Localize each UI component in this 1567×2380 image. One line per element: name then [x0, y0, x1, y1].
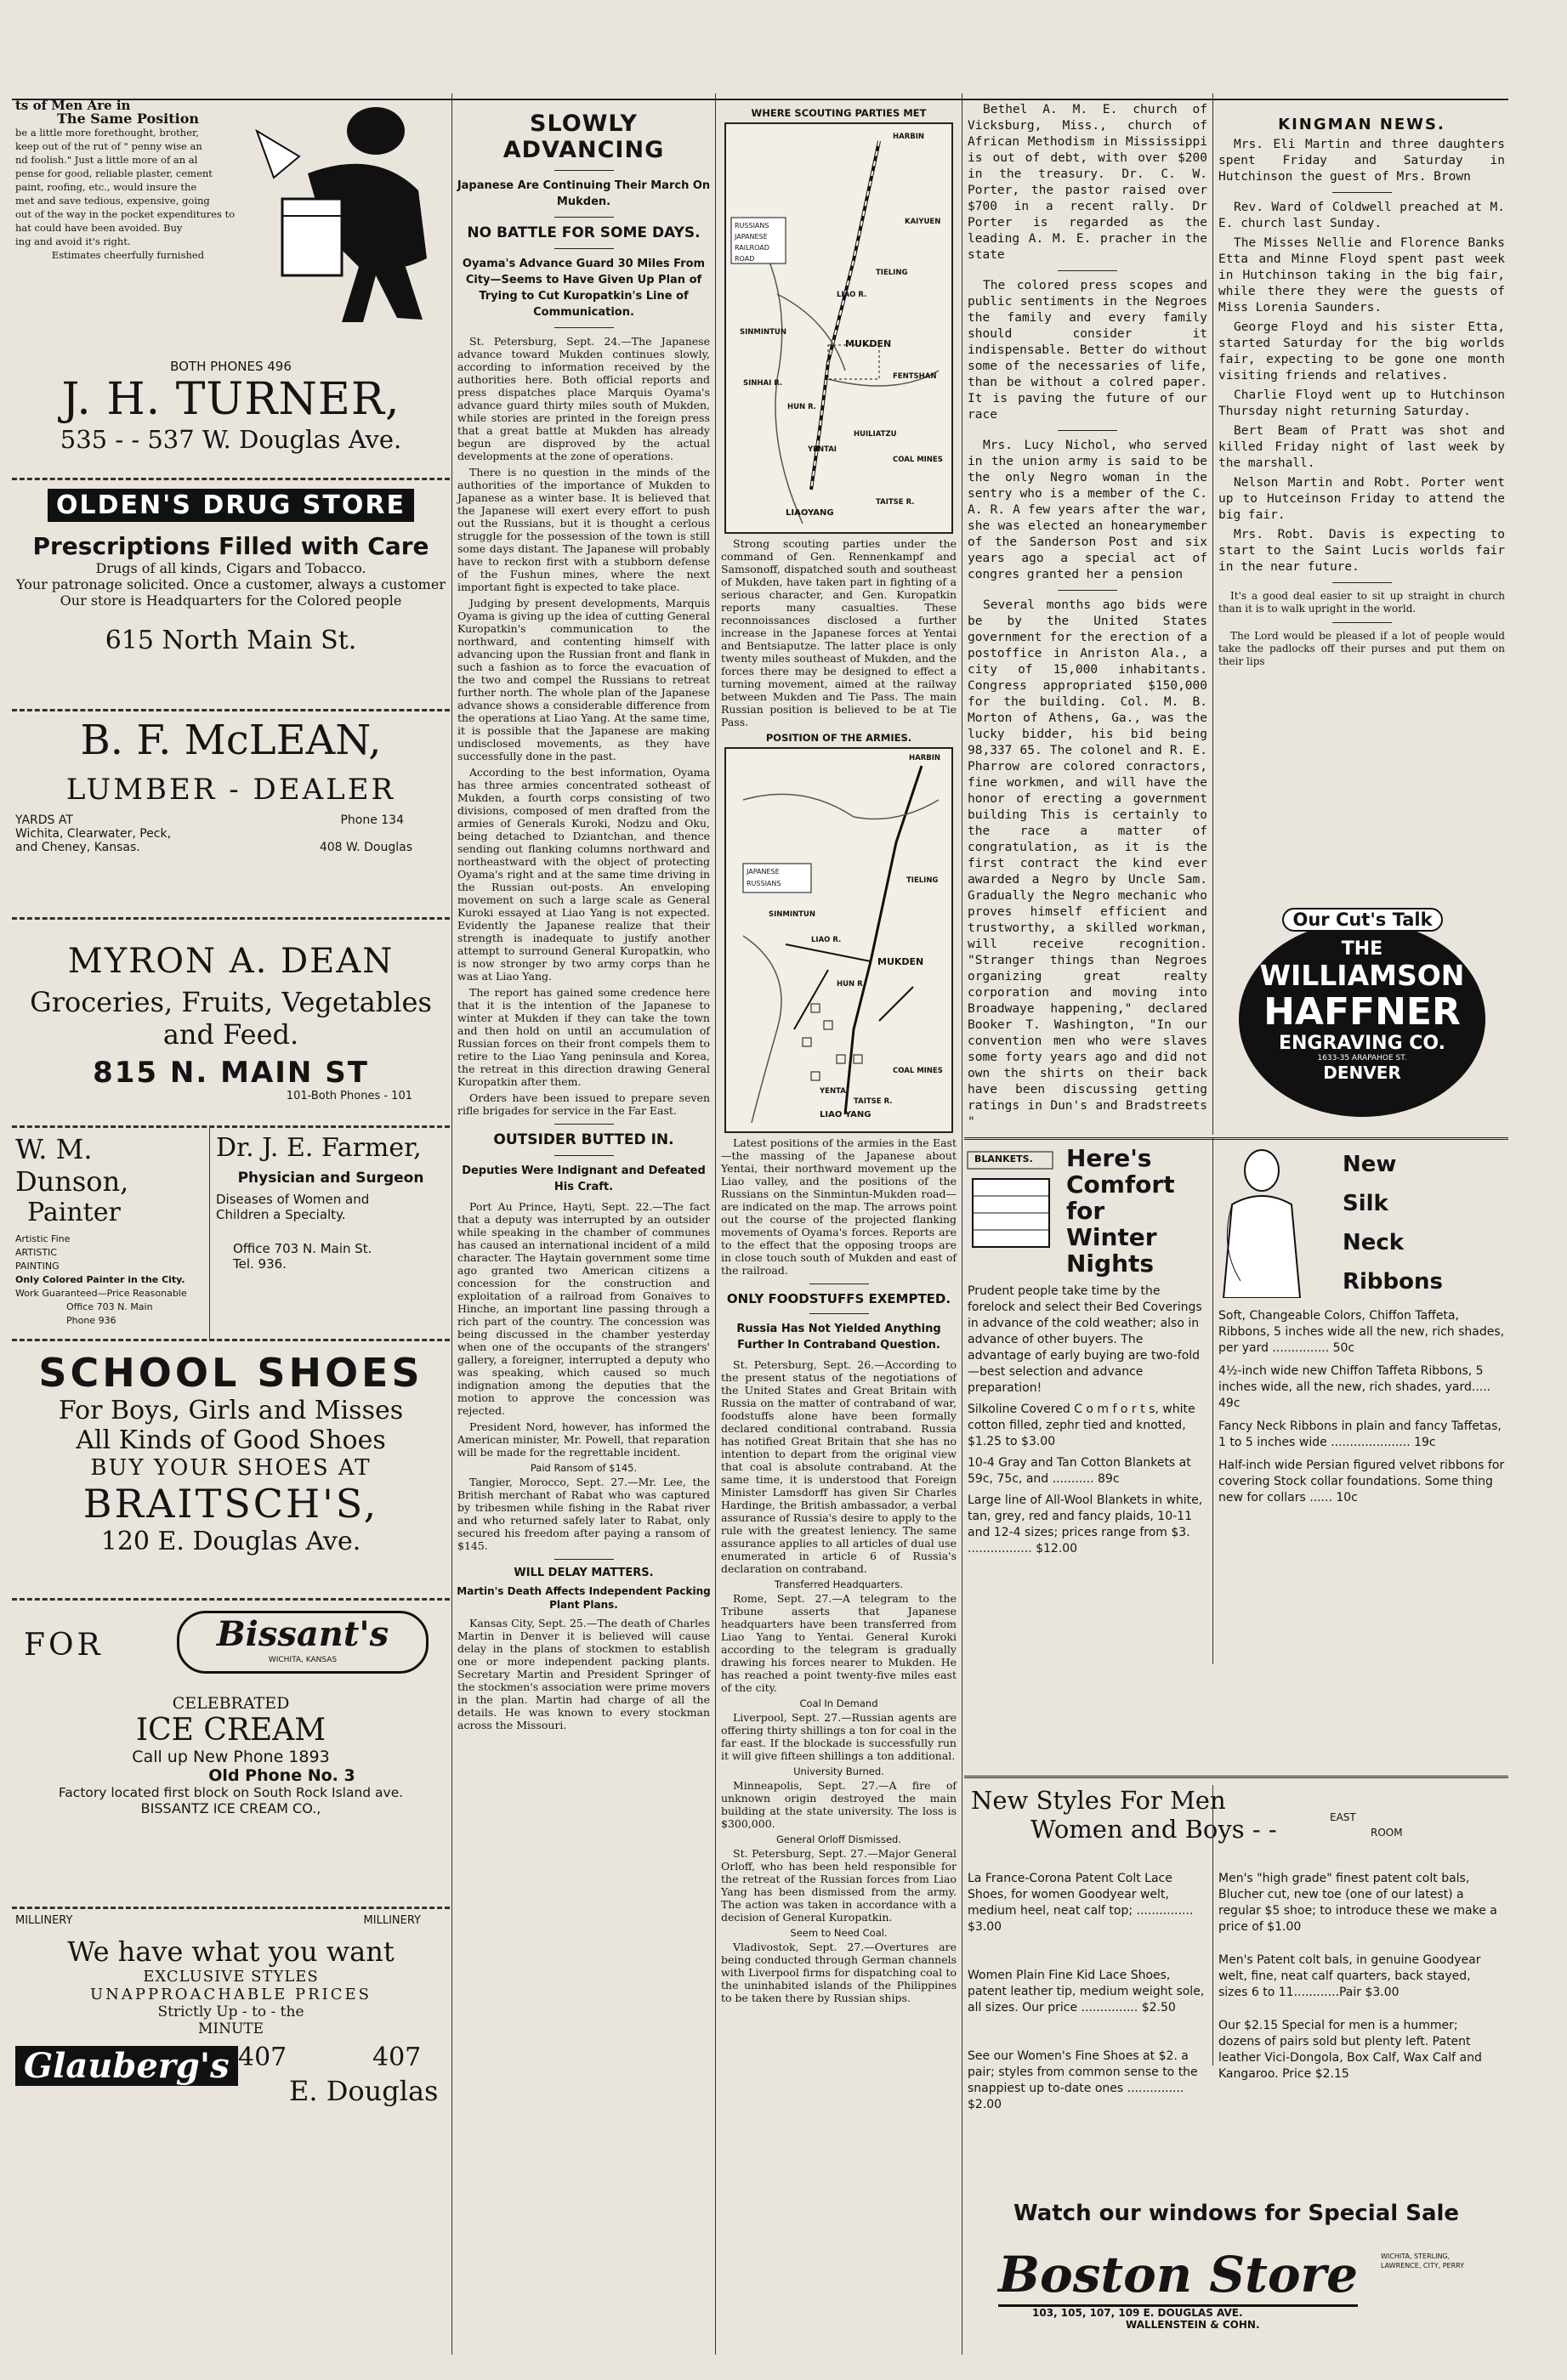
- ribbon-item: Soft, Changeable Colors, Chiffon Taffeta, Ribbons, 5 inches wide all the new, rich shades, per yard ............... 50c: [1218, 1309, 1505, 1355]
- place-label: LIAO R.: [837, 291, 867, 299]
- bissant-location: Factory located first block on South Rock Island ave.: [58, 1785, 404, 1800]
- blankets-text: Prudent people take time by the forelock and select their Bed Coverings in advance of the cold weather; also in advance of other buyers. The advantage of early buying are two-fold—best selection and advance preparation!: [968, 1284, 1202, 1395]
- legend-japanese: JAPANESE: [735, 233, 768, 241]
- farmer-trade: Physician and Surgeon: [237, 1170, 424, 1187]
- turner-line: nd foolish." Just a little more of an al: [15, 154, 198, 166]
- turner-name: J. H. TURNER,: [61, 374, 400, 425]
- bissant-call: Call up New Phone 1893: [132, 1748, 330, 1766]
- place-label: TIELING: [906, 876, 939, 885]
- boston-store-ad: [964, 1137, 1508, 2357]
- engraving-city: DENVER: [1323, 1062, 1401, 1083]
- olden-line-3: Our store is Headquarters for the Colored people: [60, 592, 402, 609]
- mclean-towns-2: and Cheney, Kansas.: [15, 841, 140, 854]
- dunson-line: Work Guaranteed—Price Reasonable: [15, 1288, 187, 1299]
- place-label: KAIYUEN: [905, 218, 941, 226]
- braitsch-name: BRAITSCH'S,: [82, 1481, 379, 1527]
- olden-address: 615 North Main St.: [105, 626, 357, 655]
- olden-name: OLDEN'S DRUG STORE: [48, 489, 414, 522]
- place-label: YENTAI: [808, 445, 837, 454]
- dunson-line: ARTISTIC: [15, 1247, 57, 1258]
- brief-subhead: General Orloff Dismissed.: [775, 1833, 902, 1845]
- article-paragraph: President Nord, however, has informed the American minister, Mr. Powell, that reparation will be made for the regrettable incident.: [457, 1420, 710, 1459]
- dunson-line: Phone 936: [66, 1315, 116, 1326]
- outsider-deck: Deputies Were Indignant and Defeated His Craft.: [462, 1164, 706, 1193]
- ribbon-item: 4½-inch wide new Chiffon Taffeta Ribbons, 5 inches wide, all the new, rich shades, yard..... 49c: [1218, 1364, 1491, 1410]
- article-paragraph: Latest positions of the armies in the East—the massing of the Japanese about Yentai, their northward movement up the Liao valley, and the positions of the Russians on the Sinmintun-Mukden road—are indicated on the map. The arrows point out the course of the projected flanking movements of Oyama's forces. Reports are to the effect that the opposing troops are in close touch south of Mukden and east of the railroad.: [721, 1136, 957, 1277]
- turner-line: met and save tedious, expensive, going: [15, 195, 210, 207]
- place-label: LIAO YANG: [820, 1110, 872, 1119]
- turner-phones: BOTH PHONES 496: [170, 359, 292, 374]
- newspaper-page: [12, 94, 1508, 2354]
- scouting-map: [724, 122, 953, 534]
- dean-line-2: and Feed.: [162, 1018, 299, 1051]
- ribbons-headline: New: [1343, 1152, 1397, 1177]
- article-paragraph: Nelson Martin and Robt. Porter went up to Hutceinson Friday to attend the big fair.: [1218, 476, 1505, 522]
- styles-room: ROOM: [1371, 1827, 1403, 1839]
- ransom-subhead: Paid Ransom of $145.: [530, 1462, 638, 1474]
- turner-line: keep out of the rut of " penny wise an: [15, 140, 202, 152]
- news-column-3: [718, 94, 960, 2354]
- blankets-headline: Here's: [1066, 1144, 1152, 1172]
- article-paragraph: Charlie Floyd went up to Hutchinson Thursday night returning Saturday.: [1218, 388, 1505, 418]
- place-label: HUN R.: [787, 403, 817, 411]
- dunson-line: Office 703 N. Main: [66, 1301, 153, 1312]
- glauberg-logo: Glauberg's: [15, 2046, 238, 2086]
- place-label: HARBIN: [909, 754, 940, 762]
- engraving-address: 1633-35 ARAPAHOE ST.: [1317, 1054, 1407, 1062]
- bissant-celebrated: CELEBRATED: [172, 1694, 290, 1713]
- article-paragraph: Orders have been issued to prepare seven rifle brigades for service in the Far East.: [457, 1091, 710, 1117]
- blankets-item: Large line of All-Wool Blankets in white, tan, grey, red and fancy plaids, 10-11 and 12-4 sizes; prices range from $3. ................. $12.00: [968, 1493, 1203, 1556]
- dean-ad: [12, 920, 450, 1128]
- millinery-line-3: Strictly Up - to - the: [157, 2003, 304, 2020]
- legend-road: ROAD: [735, 255, 755, 263]
- news-column-5: [1215, 94, 1508, 1135]
- dean-name: MYRON A. DEAN: [67, 942, 395, 981]
- turner-line: out of the way in the pocket expenditures to: [15, 208, 236, 220]
- ads-column: [12, 94, 450, 2354]
- mclean-address: 408 W. Douglas: [319, 841, 412, 854]
- scouting-map-drawing: [726, 124, 951, 529]
- braitsch-headline: SCHOOL SHOES: [38, 1350, 423, 1396]
- bissant-item: ICE CREAM: [135, 1713, 326, 1748]
- dean-phones: 101-Both Phones - 101: [286, 1090, 412, 1102]
- olden-drug-ad: [12, 480, 450, 711]
- article-paragraph: Tangier, Morocco, Sept. 27.—Mr. Lee, the British merchant of Rabat who was captured by tribesmen while fishing in the Rabat river and who returned safely later to Rabat, only secured his freedom after paying a ransom of $145.: [457, 1476, 710, 1552]
- turner-headline-2: The Same Position: [56, 110, 200, 127]
- foodstuffs-deck: Russia Has Not Yielded Anything Further In Contraband Question.: [736, 1323, 941, 1352]
- boston-store-logo: Boston Store: [998, 2245, 1358, 2307]
- place-label: SINHAI R.: [743, 379, 783, 388]
- farmer-tel: Tel. 936.: [233, 1256, 287, 1272]
- brief-subhead: Coal In Demand: [799, 1697, 878, 1709]
- kingman-news-headline: KINGMAN NEWS.: [1278, 116, 1445, 133]
- mclean-towns-1: Wichita, Clearwater, Peck,: [15, 827, 172, 841]
- mclean-phone: Phone 134: [340, 813, 404, 827]
- olden-tagline: Prescriptions Filled with Care: [32, 532, 429, 560]
- shoe-item: Men's Patent colt bals, in genuine Goodyear welt, fine, neat calf quarters, back stayed, sizes 6 to 11............Pair $3.00: [1218, 1953, 1481, 1999]
- blankets-item: 10-4 Gray and Tan Cotton Blankets at 59c, 75c, and ........... 89c: [968, 1456, 1191, 1486]
- mclean-yards: YARDS AT: [15, 813, 73, 827]
- article-paragraph: It's a good deal easier to sit up straight in church than it is to walk upright in the world.: [1218, 590, 1505, 615]
- blankets-label: BLANKETS.: [974, 1153, 1033, 1164]
- legend-russians: RUSSIANS: [735, 222, 769, 230]
- article-paragraph: Mrs. Robt. Davis is expecting to start to the Saint Lucis worlds fair in the near future.: [1218, 528, 1505, 574]
- article-paragraph: The report has gained some credence here that it is the intention of the Japanese to winter at Mukden if they can take the town and then hold on until an accumulation of Russian forces on their front compels them to retire to the Liao Yang peninsula and Korea, the retreat in this direction drawing General Kuropatkin after them.: [457, 986, 710, 1088]
- dunson-line: Artistic Fine: [15, 1233, 71, 1244]
- slowly-advancing-deck-3: Oyama's Advance Guard 30 Miles From City—Seems to Have Given Up Plan of Trying to Cut Kuropatkin's Line of Communication.: [462, 258, 706, 319]
- millinery-headline: We have what you want: [67, 1935, 395, 1968]
- bissantz-ad: [12, 1601, 450, 1909]
- millinery-left: MILLINERY: [15, 1914, 73, 1927]
- shoes-section: [964, 1786, 1508, 2364]
- braitsch-line-1: For Boys, Girls and Misses: [58, 1396, 404, 1425]
- brief-subhead: Transferred Headquarters.: [775, 1578, 903, 1590]
- dunson-name: W. M. Dunson,: [15, 1133, 129, 1198]
- boston-store-branches: WICHITA, STERLING, LAWRENCE, CITY, PERRY: [1381, 2252, 1465, 2270]
- dean-address: 815 N. MAIN ST: [93, 1056, 369, 1090]
- glauberg-millinery-ad: [12, 1909, 450, 2142]
- ribbon-item: Fancy Neck Ribbons in plain and fancy Taffetas, 1 to 5 inches wide ..................... 19c: [1218, 1420, 1502, 1449]
- article-paragraph: Minneapolis, Sept. 27.—A fire of unknown origin destroyed the main building at the state university. The loss is $300,000.: [721, 1779, 957, 1830]
- dunson-farmer-ad: [12, 1128, 450, 1341]
- article-paragraph: St. Petersburg, Sept. 27.—Major General Orloff, who has been held responsible for the retreat of the Russian forces from Liao Yang has been dismissed from the army. The action was taken in accordance with a decision of General Kuropatkin.: [721, 1847, 957, 1924]
- braitsch-address: 120 E. Douglas Ave.: [100, 1527, 361, 1556]
- dunson-trade: Painter: [27, 1198, 121, 1227]
- article-paragraph: The Misses Nellie and Florence Banks Etta and Minne Floyd spent past week in Hutchinson taking in the big fair, while there they were the guests of Miss Lorenia Saunders.: [1218, 236, 1505, 314]
- place-label: HARBIN: [893, 133, 924, 141]
- article-paragraph: Mrs. Lucy Nichol, who served in the union army is said to be the only Negro woman in the sentry who is a member of the C. A. R. A few years after the war, she was elected an honearymember of the Sanderson Post and six years ago a special act of congres granted her a pension: [968, 439, 1207, 581]
- turner-intro: [15, 99, 241, 262]
- delay-deck: Martin's Death Affects Independent Packing Plant Plans.: [457, 1585, 711, 1611]
- blankets-headline: Nights: [1066, 1250, 1155, 1278]
- styles-headline-2: Women and Boys - -: [1030, 1815, 1277, 1844]
- boston-store-owners: WALLENSTEIN & COHN.: [1126, 2319, 1260, 2331]
- farmer-line-2: Children a Specialty.: [216, 1207, 346, 1222]
- shoe-item: See our Women's Fine Shoes at $2. a pair; styles from common sense to the snappiest up to-date ones ............... $2.00: [968, 2049, 1198, 2111]
- place-label: LIAO R.: [811, 936, 842, 944]
- engraving-name-2: HAFFNER: [1263, 990, 1461, 1034]
- farmer-name: Dr. J. E. Farmer,: [216, 1133, 422, 1163]
- bissant-logo-sub: WICHITA, KANSAS: [268, 1656, 338, 1664]
- article-paragraph: Judging by present developments, Marquis Oyama is giving up the idea of cutting General Kuropatkin's communication to the northward, and contenting himself with advancing upon the Russian front and flank in such a fashion as to force the evacuation of the two and compel the Russians to retreat further north. The whole plan of the Japanese advance shows a considerable difference from the operations at Liao Yang. At the same time, it is possible that the Japanese are making undisclosed movements, as they have successfully done in the past.: [457, 597, 710, 762]
- article-paragraph: Several months ago bids were be by the United States government for the erection of a postoffice in Anriston Ala., a city of 15,000 inhabitants. Congress appropriated $150,000 for the building. Col. M. B. Morton of Athens, Ga., was the lucky bidder, his bid being 98,337 65. The colonel and R. E. Pharrow are colored conractors, fine workmen, and will have the honor of erecting a government building This is certainly to the race a matter of congratulation, as it is the first contract the kind ever awarded a Negro by Uncle Sam. Gradually the Negro mechanic who proves himself efficient and trustworthy, a skilled workman, will receive recognition. "Stranger things than Negroes organizing great realty corporation and moving into Broadwaye happening," declared Booker T. Washington, "In our convention men who were slaves some forty years ago and did not own the shirts on their back have been discussing getting ratings in Dun's and Bradstreets ": [968, 598, 1207, 1129]
- shoe-item: Men's "high grade" finest patent colt bals, Blucher cut, new toe (one of our latest) a regular $5 shoe; to introduce these we make a price of $1.00: [1218, 1872, 1497, 1934]
- styles-east: EAST: [1330, 1811, 1356, 1823]
- bissant-logo: Bissant's: [216, 1614, 389, 1654]
- laborer-illustration: [248, 97, 444, 326]
- article-paragraph: Liverpool, Sept. 27.—Russian agents are offering thirty shillings a ton for coal in the far east. If the blockade is successfully run it will give fifteen shillings a ton additional.: [721, 1711, 957, 1762]
- blankets-item: Silkoline Covered C o m f o r t s, white cotton filled, zephr tied and knotted, $1.25 to $3.00: [968, 1402, 1195, 1448]
- boston-store-address: 103, 105, 107, 109 E. DOUGLAS AVE.: [1032, 2307, 1243, 2319]
- place-label: TAITSE R.: [854, 1097, 893, 1106]
- article-paragraph: The Lord would be pleased if a lot of people would take the padlocks off their purses and put them on their lips: [1218, 630, 1505, 667]
- engraving-banner: Our Cut's Talk: [1282, 908, 1442, 932]
- shoe-item: La France-Corona Patent Colt Lace Shoes, for women Goodyear welt, medium heel, neat calf top; ............... $3.00: [968, 1872, 1194, 1934]
- blankets-section: [964, 1145, 1211, 1672]
- armies-map: [724, 747, 953, 1133]
- turner-estimates: Estimates cheerfully furnished: [51, 249, 205, 261]
- article-paragraph: Kansas City, Sept. 25.—The death of Charles Martin in Denver it is believed will cause delay in the plans of stockmen to establish one or more independent packing plants. Secretary Martin and President Springer of the stockmen's association were prime movers in the plan. Martin had charge of all the details. He was known to every stockman across the Missouri.: [457, 1617, 710, 1731]
- map-1-title: WHERE SCOUTING PARTIES MET: [751, 107, 927, 119]
- turner-line: hat could have been avoided. Buy: [15, 222, 183, 234]
- braitsch-line-2: All Kinds of Good Shoes: [76, 1425, 386, 1455]
- place-label: COAL MINES: [893, 1067, 943, 1075]
- styles-headline: New Styles For Men: [971, 1786, 1226, 1815]
- place-label: HUILIATZU: [854, 430, 897, 439]
- turner-line: paint, roofing, etc., would insure the: [15, 181, 197, 193]
- place-label: SINMINTUN: [769, 910, 815, 919]
- ribbons-headline: Ribbons: [1343, 1269, 1444, 1295]
- millinery-line-2: UNAPPROACHABLE PRICES: [90, 1986, 372, 2003]
- ribbon-item: Half-inch wide Persian figured velvet ribbons for covering Stock collar foundations. Some thing new for collars ...... 10c: [1218, 1459, 1505, 1504]
- olden-line-1: Drugs of all kinds, Cigars and Tobacco.: [95, 560, 366, 576]
- ribbons-headline: Neck: [1343, 1230, 1405, 1255]
- place-label: FENTSHAN: [893, 372, 937, 381]
- blankets-headline: for: [1066, 1197, 1105, 1225]
- foodstuffs-headline: ONLY FOODSTUFFS EXEMPTED.: [726, 1291, 951, 1306]
- mclean-ad: [12, 711, 450, 920]
- braitsch-ad: [12, 1341, 450, 1601]
- engraving-the: THE: [1341, 938, 1383, 960]
- dunson-line: PAINTING: [15, 1261, 60, 1272]
- place-label: YENTAI: [820, 1087, 849, 1096]
- delay-headline: WILL DELAY MATTERS.: [514, 1567, 654, 1579]
- turner-line: pense for good, reliable plaster, cement: [15, 167, 213, 179]
- article-paragraph: George Floyd and his sister Etta, started Saturday for the big worlds fair, expecting to be gone one month visiting friends and relatives.: [1218, 320, 1505, 382]
- brief-subhead: University Burned.: [793, 1765, 884, 1777]
- brief-subhead: Seem to Need Coal.: [790, 1927, 888, 1939]
- slowly-advancing-deck-1: Japanese Are Continuing Their March On Mukden.: [457, 179, 711, 208]
- place-label: MUKDEN: [845, 338, 892, 349]
- ribbons-headline: Silk: [1343, 1191, 1388, 1216]
- turner-headline: ts of Men Are in: [15, 98, 131, 113]
- turner-line: ing and avoid it's right.: [15, 235, 131, 247]
- turner-ad: [12, 94, 450, 480]
- ribbons-section: [1215, 1145, 1508, 1672]
- slowly-advancing-deck-2: NO BATTLE FOR SOME DAYS.: [467, 224, 701, 241]
- engraving-company: ENGRAVING CO.: [1278, 1033, 1446, 1054]
- shoe-item: Women Plain Fine Kid Lace Shoes, patent leather tip, medium weight sole, all sizes. Our price ............... $2.50: [968, 1969, 1205, 2014]
- article-paragraph: Strong scouting parties under the command of Gen. Rennenkampf and Samsonoff, dispatched south and southeast of Mukden, have taken part in fighting of a serious character, and Gen. Kuropatkin reports many casualties. These reconnoissances disclosed a further increase in the Japanese forces at Yentai and Bentsiaputze. The latter place is only twenty miles southeast of Mukden, and the forces there may be designed to effect a turning movement, aimed at the railway between Mukden and Tie Pass. The main Russian position is believed to be at Tie Pass.: [721, 537, 957, 728]
- article-paragraph: Port Au Prince, Hayti, Sept. 22.—The fact that a deputy was interrupted by an outsider while speaking in the chamber of communes has caused an international incident of a mild character. The Haytain government some time ago granted two American citizens a concession for the construction and exploitation of a railroad from Gonaives to Hinche, an important line passing through a rich part of the country. The concession was being discussed in the chamber yesterday when one of the occupants of the strangers' gallery, a foreigner, interrupted a deputy who was speaking, which caused so much indignation among the deputies that the motion to approve the concession was rejected.: [457, 1200, 710, 1417]
- millinery-right: MILLINERY: [363, 1914, 421, 1927]
- article-paragraph: Bethel A. M. E. church of Vicksburg, Miss., church of African Methodism in Mississippi is out of debt, with over $200 in the treasury. Dr. C. W. Porter, the pastor raised over $700 in a recent rally. Dr Porter is regarded as the leading A. M. E. pracher in the state: [968, 103, 1207, 262]
- article-paragraph: Rome, Sept. 27.—A telegram to the Tribune asserts that Japanese headquarters have been transferred from Liao Yang to Yentai. General Kuroki according to the telegram is gradually drawing his forces nearer to Mukden. He has reached a point twenty-five miles east of the city.: [721, 1592, 957, 1694]
- article-paragraph: St. Petersburg, Sept. 26.—According to the present status of the negotiations of the United States and Great Britain with Russia on the matter of contraband of war, foodstuffs alone have been formally declared conditional contraband. Russia has notified Great Britain that she has no intention to depart from the original view that coal is absolute contraband. At the same time, it is understood that Foreign Minister Lamsdorff has given Sir Charles Hardinge, the British ambassador, a verbal assurance of Russia's desire to apply to the rule with the greatest leniency. The same assurance applies to all articles of dual use enumerated in article 6 of Russia's declaration on contraband.: [721, 1358, 957, 1575]
- millinery-line-1: EXCLUSIVE STYLES: [143, 1968, 319, 1986]
- turner-address: 535 - - 537 W. Douglas Ave.: [60, 425, 402, 454]
- mclean-trade: LUMBER - DEALER: [65, 773, 396, 807]
- millinery-number-1: 407: [238, 2043, 287, 2072]
- dunson-line: Only Colored Painter in the City.: [15, 1274, 185, 1285]
- millinery-line-4: MINUTE: [197, 2020, 264, 2037]
- millinery-number-2: 407: [372, 2043, 422, 2072]
- bissant-company: BISSANTZ ICE CREAM CO.,: [140, 1800, 321, 1816]
- place-label: TIELING: [876, 269, 908, 277]
- shoe-item: Our $2.15 Special for men is a hummer; dozens of pairs sold but plenty left. Patent leather Vici-Dongola, Box Calf, Wax Calf and Kangaroo. Price $2.15: [1218, 2019, 1482, 2081]
- article-paragraph: The colored press scopes and public sentiments in the Negroes the family and every family should consider it indispensable. Better do without some of the necessaries of life, than be without a colred paper. It is paving the future of our race: [968, 279, 1207, 422]
- article-paragraph: According to the best information, Oyama has three armies concentrated sotheast of Mukden, a fourth corps consisting of two divisions, composed of men drafted from the armies of Generals Kuroki, Nodzu and Oku, being detached to Dziantchan, and thence sending out flanking columns northward and northeastward with the object of protecting Oyama's right and at the same time driving in the Russian out-posts. An enveloping movement on such a large scale as General Kuroki essayed at Liao Yang is not expected. Evidently the Japanese realize that their strength is inadequate to justify another attempt to surround General Kuropatkin, who is now stronger by two army corps than he was at Liao Yang.: [457, 766, 710, 983]
- article-paragraph: Mrs. Eli Martin and three daughters spent Friday and Saturday in Hutchinson the guest of Mrs. Brown: [1218, 138, 1505, 184]
- millinery-street: E. Douglas: [289, 2075, 439, 2107]
- bissant-for: FOR: [24, 1628, 104, 1663]
- turner-line: be a little more forethought, brother,: [15, 127, 199, 139]
- article-paragraph: Rev. Ward of Coldwell preached at M. E. church last Sunday.: [1218, 201, 1505, 230]
- dean-line-1: Groceries, Fruits, Vegetables: [30, 986, 432, 1018]
- farmer-line-1: Diseases of Women and: [216, 1192, 370, 1207]
- place-label: SINMINTUN: [740, 328, 786, 337]
- olden-line-2: Your patronage solicited. Once a customer, always a customer: [16, 576, 446, 592]
- blankets-headline: Comfort: [1066, 1170, 1175, 1198]
- watch-windows-line: Watch our windows for Special Sale: [1013, 2201, 1460, 2226]
- place-label: HUN R.: [837, 980, 866, 989]
- legend-russians: RUSSIANS: [747, 880, 781, 887]
- article-paragraph: Bert Beam of Pratt was shot and killed Friday night of last week by the marshall.: [1218, 424, 1505, 470]
- engraving-name-1: WILLIAMSON: [1259, 959, 1465, 992]
- lady-illustration: [1215, 1145, 1309, 1298]
- blankets-headline: Winter: [1066, 1223, 1157, 1251]
- legend-railroad: RAILROAD: [735, 244, 769, 252]
- bissant-old-phone: Old Phone No. 3: [208, 1766, 355, 1785]
- outsider-headline: OUTSIDER BUTTED IN.: [493, 1131, 674, 1148]
- braitsch-line-3: BUY YOUR SHOES AT: [90, 1455, 372, 1481]
- place-label: MUKDEN: [877, 956, 924, 967]
- place-label: COAL MINES: [893, 456, 943, 464]
- article-paragraph: There is no question in the minds of the authorities of the importance of Mukden to Japanese as a winter base. It is believed that the Japanese will exert every effort to push out the Russians, but it is thought a cerlous struggle for the possession of the town is still some days distant. The Japanese will probably have to reckon first with a stubborn defense of the Fushun mines, where the next important fight is expected to take place.: [457, 466, 710, 593]
- place-label: LIAOYANG: [786, 508, 834, 518]
- article-paragraph: St. Petersburg, Sept. 24.—The Japanese advance toward Mukden continues slowly, according to information received by the authorities here. Both official reports and press dispatches place Marquis Oyama's advance guard thirty miles south of Mukden, while stories are printed in the foreign press that a great battle at Mukden has already begun are disproved by the actual developments at the zone of operations.: [457, 335, 710, 462]
- legend-japanese: JAPANESE: [747, 868, 780, 876]
- map-2-title: POSITION OF THE ARMIES.: [765, 732, 912, 744]
- farmer-office: Office 703 N. Main St.: [233, 1241, 372, 1256]
- news-column-2: [454, 94, 713, 2354]
- slowly-advancing-headline: SLOWLY ADVANCING: [502, 110, 665, 163]
- article-paragraph: Vladivostok, Sept. 27.—Overtures are being conducted through German channels with Liverpool firms for dispatching coal to the uninhabited islands of the Philippines to be taken there by Russian ships.: [721, 1941, 957, 2004]
- place-label: TAITSE R.: [876, 498, 915, 507]
- engraving-ad: [1224, 910, 1502, 1122]
- mclean-name: B. F. McLEAN,: [80, 717, 382, 764]
